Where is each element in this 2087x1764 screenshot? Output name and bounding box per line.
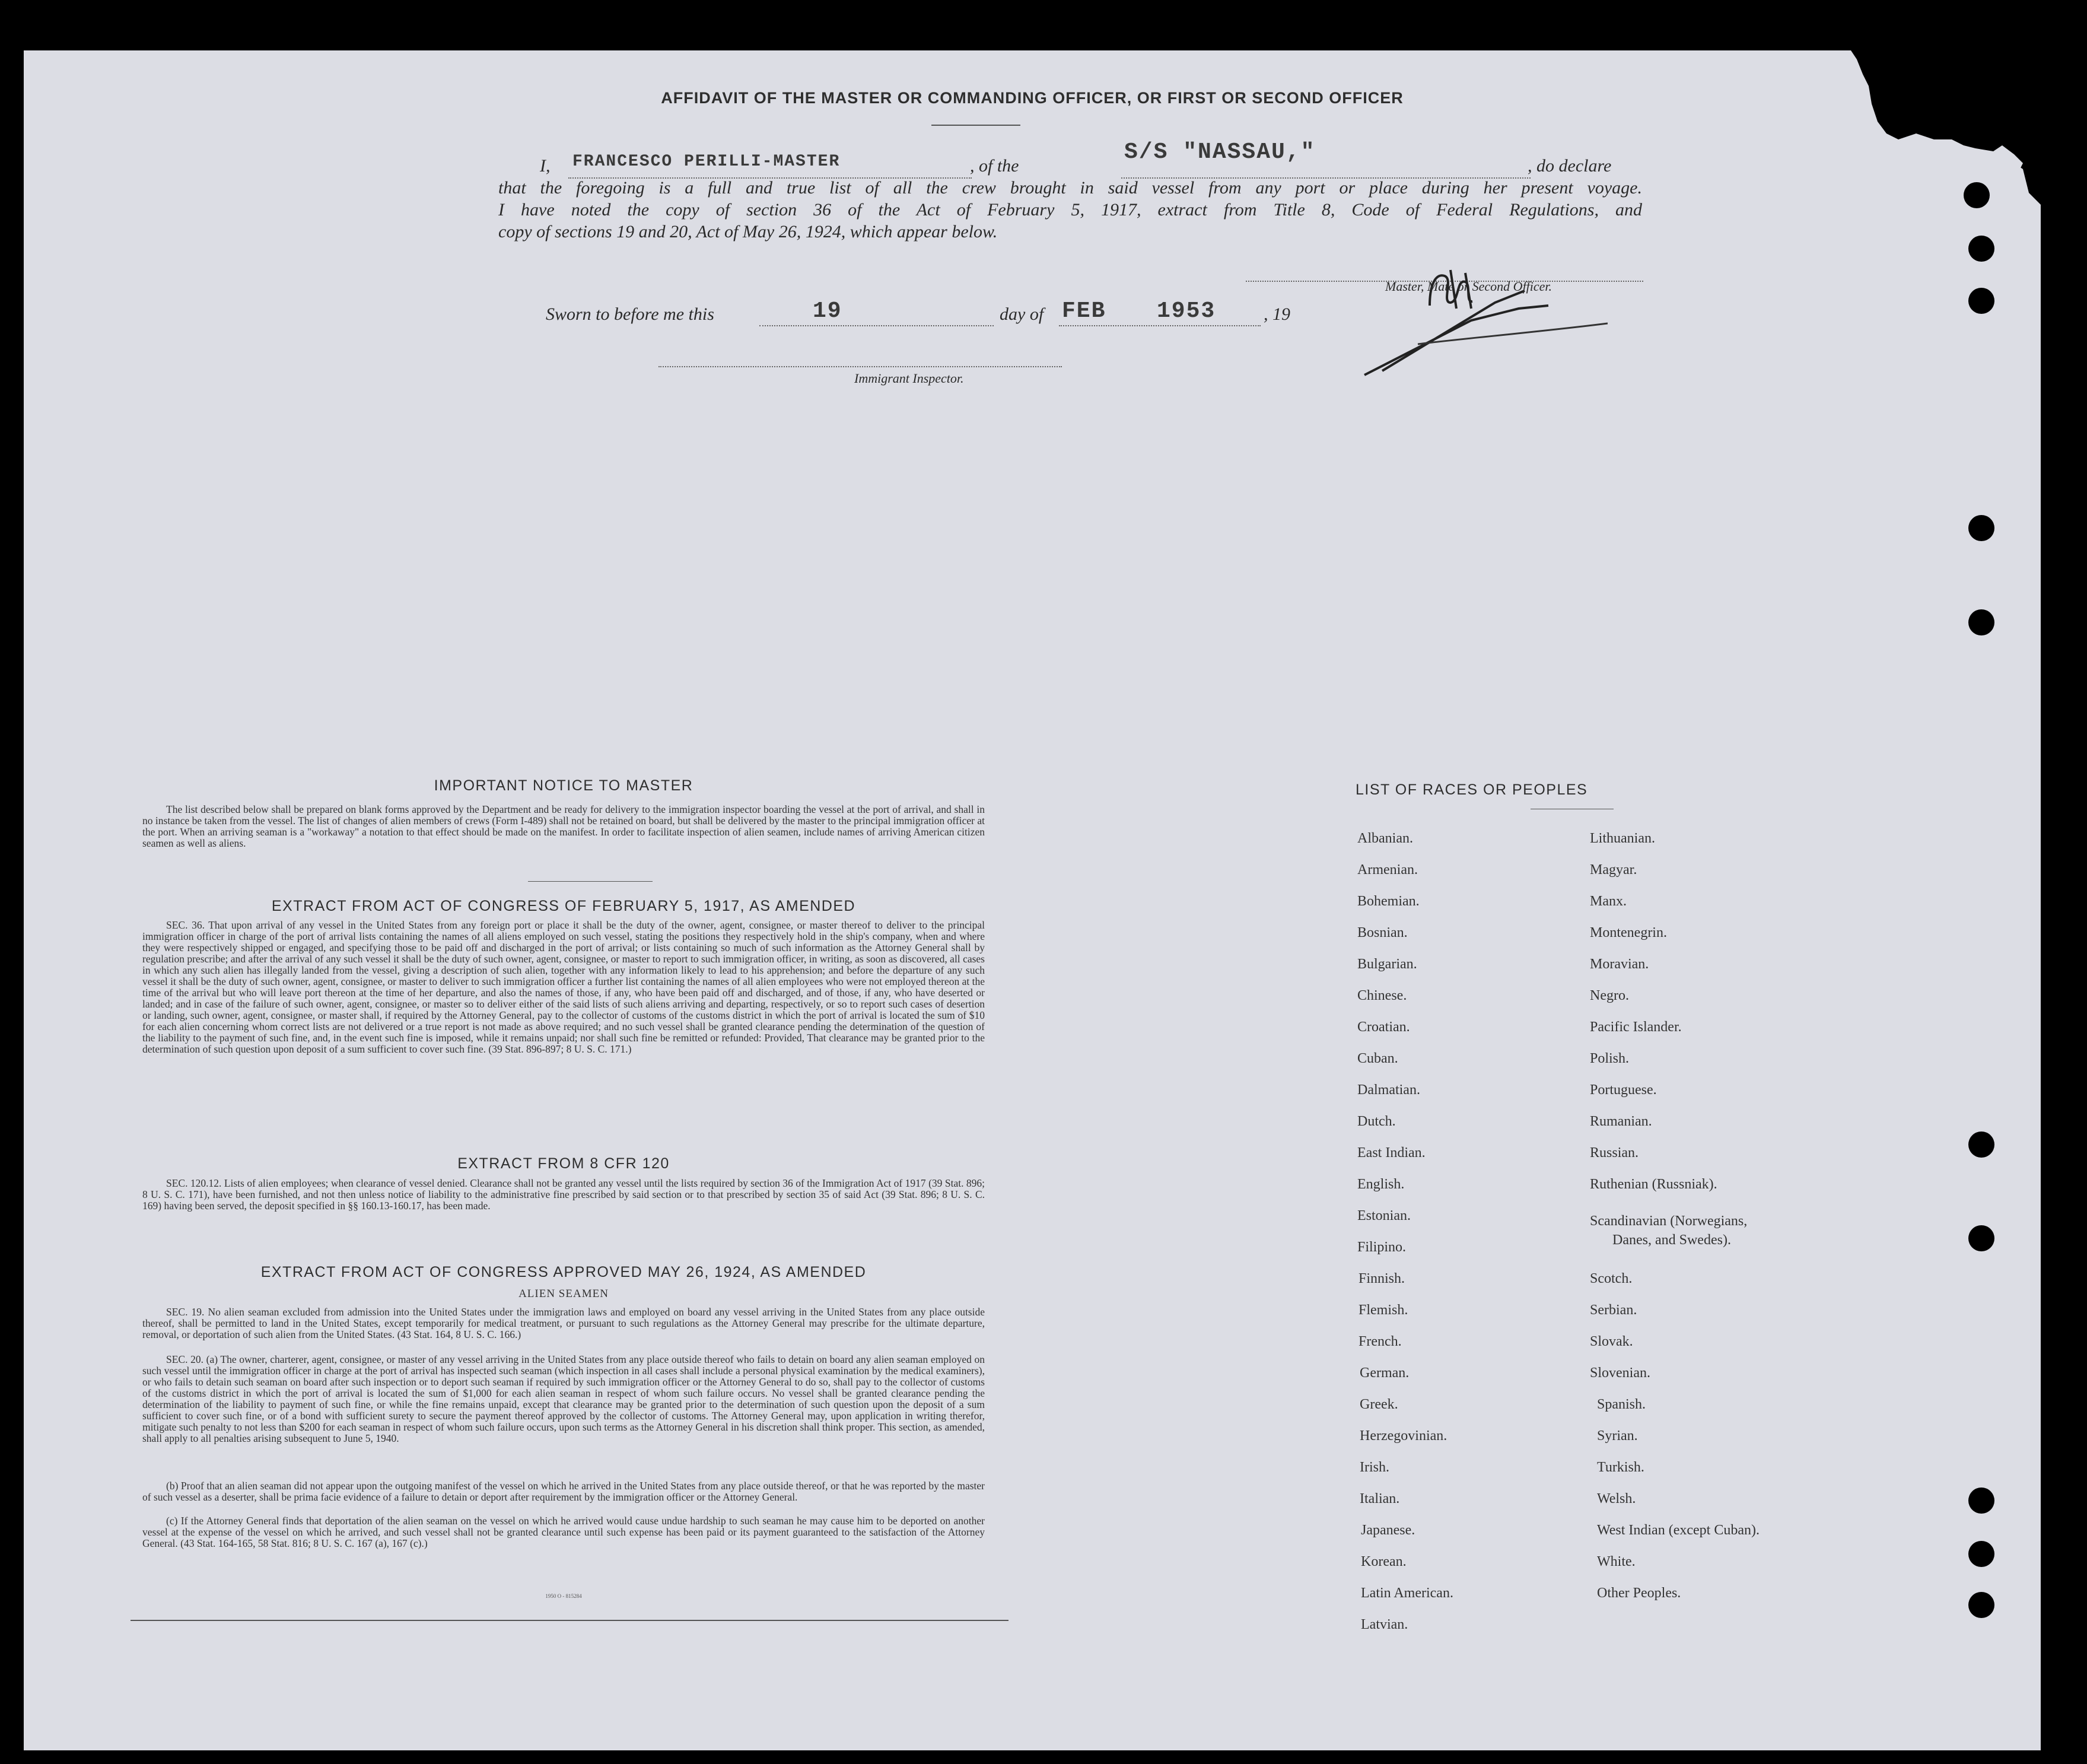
notice-title: IMPORTANT NOTICE TO MASTER [434,777,693,794]
race-item: White. [1597,1554,1636,1569]
sec-20b-body: (b) Proof that an alien seaman did not appear upon the outgoing manifest of the vessel on which he arrived in the United States from any place outside thereof, or that he was reported by the master of such vessel as a deserter, shall be prima facie evidence of a failure to detain or deport after requirement by the immigration officer or the Attorney General. [142,1480,985,1503]
race-item: German. [1360,1365,1410,1381]
extract-cfr-body: SEC. 120.12. Lists of alien employees; when clearance of vessel denied. Clearance shall not be granted any vessel until the lists required by section 36 of the Immigration Act of 1917 (39 Stat. 896; 8 U. S. C. 171), have been furnished, and not then unless notice of liability to the administrative fine prescribed by said section or to that prescribed by section 35 of said Act (39 Stat. 896; 8 U. S. C. 169) having been served, the deposit specified in §§ 160.13-160.17, has been made. [142,1177,985,1212]
decl-line-4: copy of sections 19 and 20, Act of May 26, 1924, which appear below. [498,222,998,241]
month-line [1059,325,1261,326]
decl-line-3: I have noted the copy of section 36 of the Act of February 5, 1917, extract from Title 8, Code of Federal Regulations, and [498,200,1642,220]
notice-body: The list described below shall be prepared on blank forms approved by the Department and be ready for delivery to the immigration inspector boarding the vessel at the port of arrival, and shall in no instance be taken from the vessel. The list of changes of alien members of crews (Form I-489) shall not be retained on board, but shall be delivered by the master to the principal immigration officer at the port. When an arriving seaman is a "workaway" a notation to that effect should be made on the manifest. In order to facilitate inspection of alien seamen, include names of arriving American citizen seamen as well as aliens. [142,803,985,849]
document-page [24,50,2041,1750]
race-item: Dalmatian. [1357,1082,1420,1098]
race-item: Flemish. [1359,1302,1408,1318]
sec-19-body: SEC. 19. No alien seaman excluded from admission into the United States under the immigration laws and employed on board any vessel arriving in the United States from any place outside thereof, shall be permitted to land in the United States, except temporarily for medical treatment, or pursuant to such regulations as the Attorney General may prescribe for the ultimate departure, removal, or deportation of such alien from the United States. (43 Stat. 164, 8 U. S. C. 166.) [142,1306,985,1340]
race-item: Portuguese. [1590,1082,1657,1098]
race-item: Korean. [1361,1554,1407,1569]
decl-line-2: that the foregoing is a full and true list of all the crew brought in said vessel from any port or place during her present voyage. [498,178,1642,198]
races-title: LIST OF RACES OR PEOPLES [1356,781,1588,798]
race-item: English. [1357,1177,1405,1192]
sworn-month: FEB [1062,298,1106,324]
race-item: Filipino. [1357,1239,1407,1255]
race-item: Welsh. [1597,1491,1636,1506]
race-item: Herzegovinian. [1360,1428,1447,1444]
notice-divider [528,881,653,882]
race-item: Slovak. [1590,1334,1633,1349]
race-item: Scandinavian (Norwegians, [1590,1213,1748,1229]
race-item: Magyar. [1590,862,1637,878]
sworn-label: Sworn to before me this [546,304,714,324]
race-item: Irish. [1360,1460,1389,1475]
decl-intro: I, [540,156,551,176]
race-item: West Indian (except Cuban). [1597,1523,1760,1538]
race-item: Estonian. [1357,1208,1411,1223]
race-item: Latin American. [1361,1585,1453,1601]
inspector-line [658,366,1062,367]
binder-hole [1968,1592,1994,1618]
race-item: Other Peoples. [1597,1585,1681,1601]
race-item: Lithuanian. [1590,831,1655,846]
race-item: Croatian. [1357,1019,1410,1035]
race-item: Chinese. [1357,988,1407,1003]
print-code: 1950 O - 815284 [545,1593,582,1599]
race-item: Armenian. [1357,862,1418,878]
race-item: Moravian. [1590,956,1649,972]
binder-hole [1968,515,1994,541]
race-item: East Indian. [1357,1145,1426,1161]
race-item: Albanian. [1357,831,1413,846]
race-item: Slovenian. [1590,1365,1650,1381]
race-item: Turkish. [1597,1460,1644,1475]
binder-hole [1968,1131,1994,1158]
sec-20a-body: SEC. 20. (a) The owner, charterer, agent, consignee, or master of any vessel arriving in the United States from any place outside thereof who fails to detain on board any alien seaman employed on such vessel until the immigration officer in charge at the port of arrival has inspected such seaman (which inspection in all cases shall include a personal physical examination by the medical examiners), or who fails to detain such seaman on board after such inspection or to deport such seaman if required by such immigration officer or the Attorney General to do so, shall pay to the collector of customs of the customs district in which the port of arrival is located the sum of $1,000 for each alien seaman in respect of whom such failure occurs. No vessel shall be granted clearance pending the determination of the liability to payment of such fine, or while the fine remains unpaid, except that clearance may be granted prior to the determination of such question upon the deposit of a sum sufficient to cover such fine, or of a bond with sufficient surety to secure the payment thereof approved by the collector of customs. The Attorney General may, upon application in writing therefor, mitigate such penalty to not less than $200 for each seaman in respect of whom such failure occurs, upon such terms as the Attorney General in his discretion shall think proper. This section, as amended, shall apply to all penalties arising subsequent to June 5, 1940. [142,1353,985,1444]
signature-label: Master, Mate or Second Officer. [1385,279,1552,294]
race-item: Greek. [1360,1397,1398,1412]
extract-1917-title: EXTRACT FROM ACT OF CONGRESS OF FEBRUARY 5, 1917, AS AMENDED [271,898,856,914]
extract-1924-title: EXTRACT FROM ACT OF CONGRESS APPROVED MAY 26, 1924, AS AMENDED [260,1264,867,1280]
bottom-rule [131,1620,1008,1621]
signature-scrawl [1347,220,1608,398]
inspector-label: Immigrant Inspector. [854,371,964,386]
race-item: Serbian. [1590,1302,1637,1318]
sec-20c-body: (c) If the Attorney General finds that deportation of the alien seaman on the vessel on which he arrived would cause undue hardship to such seaman he may cause him to be deported on another vessel at the expense of the vessel on which he arrived, and such vessel shall not be granted clearance until such expense has been paid or its payment guaranteed to the satisfaction of the Attorney General. (43 Stat. 164-165, 58 Stat. 816; 8 U. S. C. 167 (a), 167 (c).) [142,1515,985,1549]
binder-hole [1968,236,1994,262]
race-item: Negro. [1590,988,1629,1003]
race-item: Russian. [1590,1145,1639,1161]
race-item: Bohemian. [1357,894,1420,909]
race-item: Japanese. [1361,1523,1415,1538]
sworn-day: 19 [813,298,842,324]
title-divider [931,125,1020,126]
alien-seamen-subtitle: ALIEN SEAMEN [518,1288,609,1300]
extract-1917-body: SEC. 36. That upon arrival of any vessel in the United States from any foreign port or place it shall be the duty of the owner, agent, consignee, or master thereof to deliver to the principal immigration officer in charge of the port of arrival lists containing the names of all aliens employed on such vessel, stating the positions they respectively hold in the ship's company, when and where they were respectively shipped or engaged, and specifying those to be paid off and discharged in the port of arrival; or lists containing so much of such information as the Attorney General shall by regulation prescribe; and after the arrival of any such vessel it shall be the duty of such owner, agent, consignee, or master to report to such immigration officer, in writing, as soon as discovered, all cases in which any such alien has illegally landed from the vessel, giving a description of such alien, together with any information likely to lead to his apprehension; and before the departure of any such vessel it shall be the duty of such owner, agent, consignee, or master to deliver to such immigration officer a further list containing the names of all alien employees who were not employed thereon at the time of the arrival but who will leave port thereon at the time of her departure, and also the names of those, if any, who have been paid off and discharged, and of those, if any, who have deserted or landed; and in case of the failure of such owner, agent, consignee, or master so to deliver either of the said lists of such aliens arriving and departing, respectively, or so to report such cases of desertion or landing, such owner, agent, consignee, or master shall, if required by the Attorney General, pay to the collector of customs of the customs district in which the port of arrival is located the sum of $10 for each alien concerning whom correct lists are not delivered or a true report is not made as above required; and no such vessel shall be granted clearance pending the determination of the question of the liability to the payment of such fine, and, in the event such fine is imposed, while it remains unpaid; nor shall such fine be remitted or refunded: Provided, That clearance may be granted prior to the determination of such question upon deposit of a sum sufficient to cover such fine. (39 Stat. 896-897; 8 U. S. C. 171.) [142,919,985,1055]
decl-of-the: , of the [970,156,1019,176]
race-item: Polish. [1590,1051,1630,1066]
binder-hole [1968,1225,1994,1251]
race-item: Latvian. [1361,1617,1408,1632]
master-name: FRANCESCO PERILLI-MASTER [572,152,841,171]
day-of-label: day of [1000,304,1044,324]
sworn-year: 1953 [1157,298,1216,324]
race-item: Pacific Islander. [1590,1019,1682,1035]
race-item: Cuban. [1357,1051,1398,1066]
decl-do-declare: , do declare [1528,156,1612,176]
year-prefix: , 19 [1264,304,1290,324]
race-item: Danes, and Swedes). [1612,1232,1731,1248]
binder-hole [1968,609,1994,635]
race-item: Finnish. [1359,1271,1405,1286]
affidavit-title: AFFIDAVIT OF THE MASTER OR COMMANDING OFFICER, OR FIRST OR SECOND OFFICER [661,89,1404,107]
race-item: Scotch. [1590,1271,1633,1286]
binder-hole [1968,1541,1994,1567]
torn-corner [1845,50,2041,205]
race-item: Montenegrin. [1590,925,1667,940]
race-item: French. [1359,1334,1402,1349]
extract-cfr-title: EXTRACT FROM 8 CFR 120 [457,1155,670,1172]
race-item: Italian. [1360,1491,1400,1506]
binder-hole [1968,288,1994,314]
race-item: Spanish. [1597,1397,1646,1412]
race-item: Manx. [1590,894,1627,909]
race-item: Bulgarian. [1357,956,1417,972]
race-item: Bosnian. [1357,925,1408,940]
binder-hole [1964,182,1990,208]
vessel-name: S/S "NASSAU," [1124,139,1316,165]
race-item: Rumanian. [1590,1114,1652,1129]
day-line [759,325,994,326]
binder-hole [1968,1488,1994,1514]
race-item: Ruthenian (Russniak). [1590,1177,1717,1192]
race-item: Syrian. [1597,1428,1638,1444]
race-item: Dutch. [1357,1114,1396,1129]
